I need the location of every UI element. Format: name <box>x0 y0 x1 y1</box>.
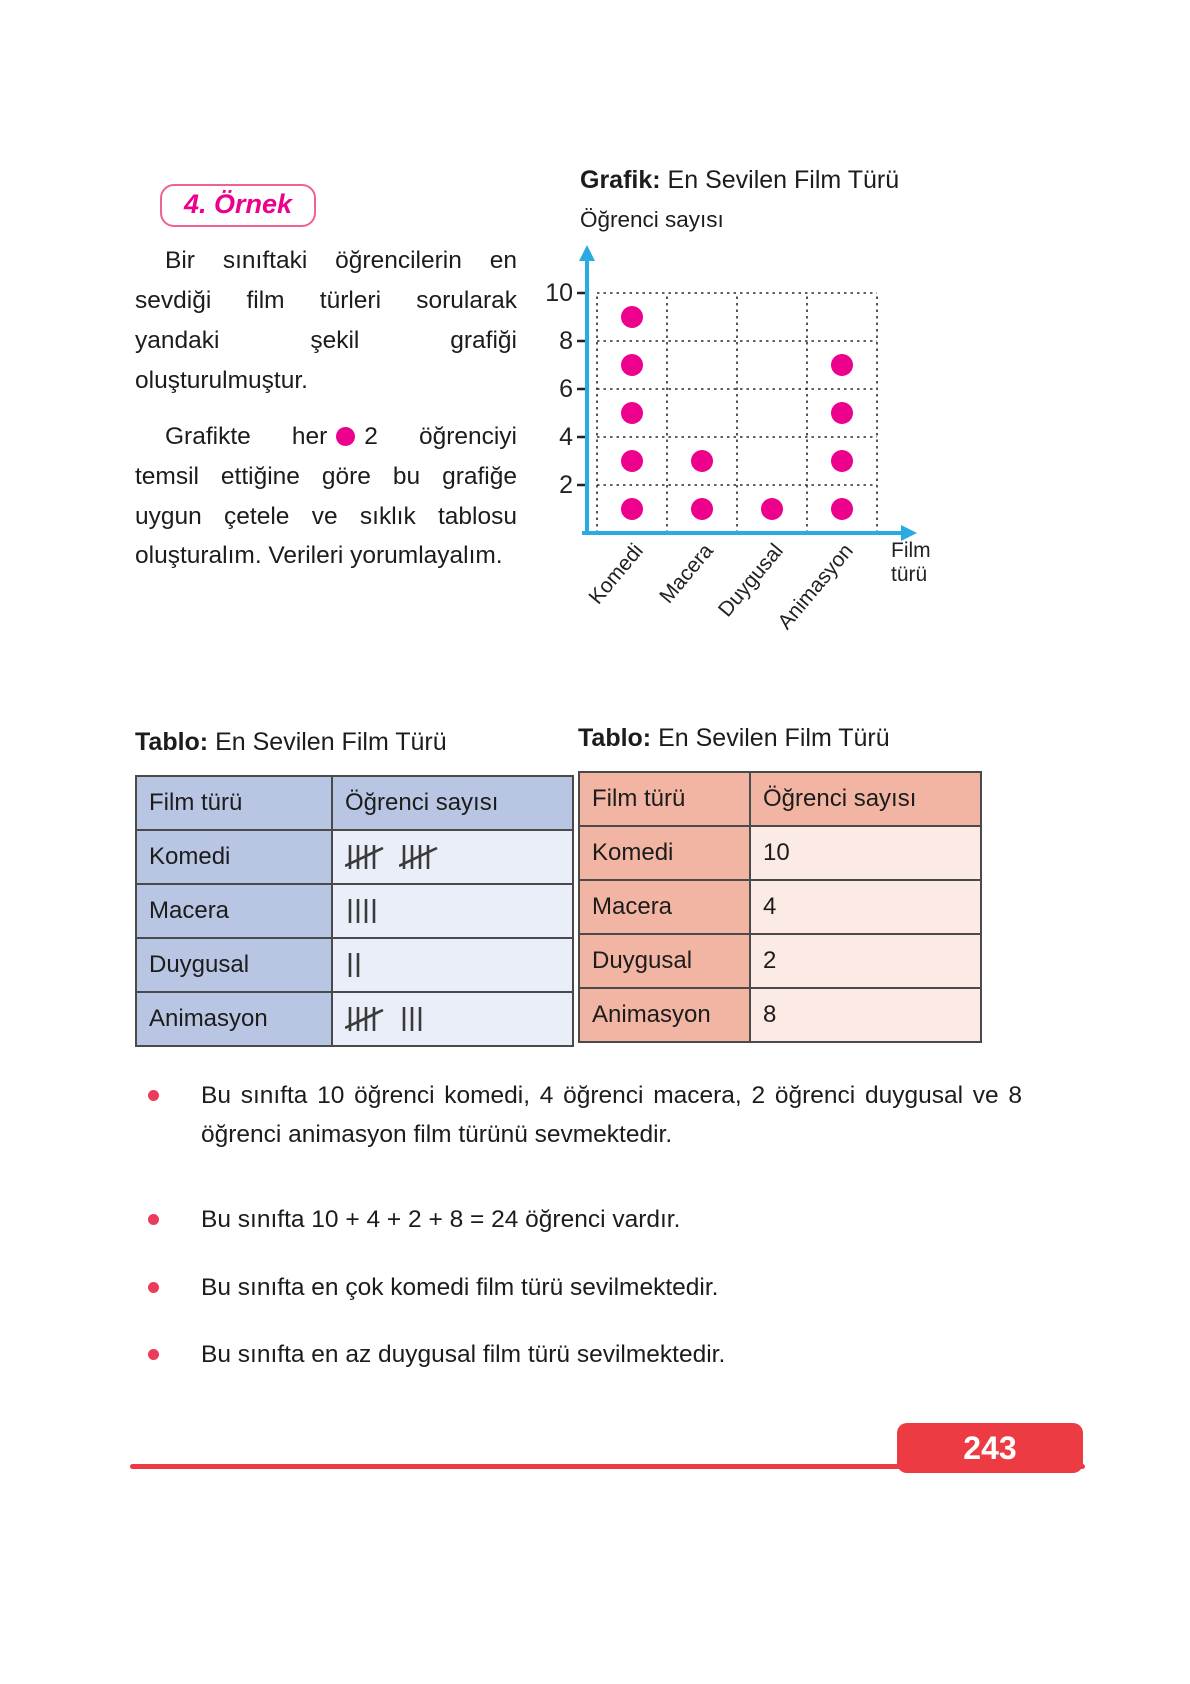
intro-paragraph-2-before: Grafikte her <box>165 422 328 450</box>
table-row <box>136 992 573 1046</box>
data-dot <box>831 498 853 520</box>
bullet-item <box>142 1335 1022 1374</box>
bullet-item <box>142 1268 1022 1307</box>
example-badge: 4. Örnek <box>160 184 316 227</box>
film-cell: Macera <box>579 880 750 934</box>
data-dot <box>621 402 643 424</box>
bullet-text: Bu sınıfta 10 + 4 + 2 + 8 = 24 öğrenci vardır. <box>201 1206 681 1234</box>
page-number-badge <box>897 1423 1083 1473</box>
film-cell: Duygusal <box>136 938 332 992</box>
column-header: Öğrenci sayısı <box>332 776 573 830</box>
table-row <box>579 880 981 934</box>
data-dot <box>621 450 643 472</box>
bullet-icon <box>148 1214 159 1225</box>
data-dot <box>831 354 853 376</box>
film-cell: Komedi <box>579 826 750 880</box>
svg-text:2: 2 <box>559 471 573 499</box>
category-label: Macera <box>655 539 718 608</box>
svg-text:8: 8 <box>559 327 573 355</box>
category-label: Komedi <box>584 539 648 609</box>
count-cell: 2 <box>750 934 981 988</box>
y-axis-label: Öğrenci sayısı <box>580 207 724 232</box>
data-dot <box>831 450 853 472</box>
bullet-icon <box>148 1349 159 1360</box>
tally-table-title-label: Tablo: <box>135 728 209 756</box>
svg-text:10: 10 <box>545 279 573 307</box>
table-header-row <box>579 772 981 826</box>
film-cell: Duygusal <box>579 934 750 988</box>
column-header: Film türü <box>136 776 332 830</box>
bullet-text: Bu sınıfta 10 öğrenci komedi, 4 öğrenci macera, 2 öğrenci duygusal ve 8 öğrenci animasyon film türünü sevmektedir. <box>201 1082 1022 1149</box>
bullet-icon <box>148 1090 159 1101</box>
pictograph-chart <box>535 233 965 637</box>
column-header: Öğrenci sayısı <box>750 772 981 826</box>
table-row <box>136 938 573 992</box>
intro-paragraph-2 <box>135 417 517 577</box>
frequency-table <box>578 771 982 1043</box>
tally-table <box>135 775 574 1047</box>
tally-cell <box>332 830 573 884</box>
table-row <box>579 934 981 988</box>
intro-paragraph-2-after: 2 öğrenciyi temsil ettiğine göre bu grafiğe uygun çetele ve sıklık tablosu oluşturalım. Verileri yorumlayalım. <box>135 422 517 570</box>
film-cell: Komedi <box>136 830 332 884</box>
bullet-item <box>142 1200 1022 1239</box>
bullet-list <box>142 1076 1022 1402</box>
intro-text-column <box>135 241 517 592</box>
data-dot <box>621 354 643 376</box>
count-cell: 8 <box>750 988 981 1042</box>
film-cell: Macera <box>136 884 332 938</box>
bullet-icon <box>148 1282 159 1293</box>
tally-table-block <box>135 728 574 1047</box>
frequency-table-block <box>578 724 982 1043</box>
film-cell: Animasyon <box>136 992 332 1046</box>
freq-table-title-text: En Sevilen Film Türü <box>658 724 890 752</box>
tally-mark-group <box>345 896 385 926</box>
table-row <box>579 826 981 880</box>
tally-table-title <box>135 728 574 757</box>
page-number: 243 <box>963 1429 1017 1466</box>
pictograph-block <box>535 166 1055 642</box>
freq-table-title <box>578 724 982 753</box>
data-dot <box>831 402 853 424</box>
category-label: Duygusal <box>713 539 788 622</box>
data-dot <box>621 306 643 328</box>
tally-mark-group <box>399 842 441 872</box>
tally-cell <box>332 884 573 938</box>
legend-dot-icon <box>336 427 355 446</box>
data-dot <box>621 498 643 520</box>
freq-table-title-label: Tablo: <box>578 724 652 752</box>
tally-table-title-text: En Sevilen Film Türü <box>215 728 447 756</box>
chart-title-text: En Sevilen Film Türü <box>667 166 900 194</box>
table-row <box>136 830 573 884</box>
data-dot <box>691 450 713 472</box>
count-cell: 10 <box>750 826 981 880</box>
tally-mark-group <box>345 1004 387 1034</box>
category-label: Animasyon <box>773 539 858 634</box>
bullet-text: Bu sınıfta en çok komedi film türü sevilmektedir. <box>201 1273 719 1301</box>
count-cell: 4 <box>750 880 981 934</box>
table-row <box>579 988 981 1042</box>
tally-mark-group <box>345 842 387 872</box>
column-header: Film türü <box>579 772 750 826</box>
chart-title-label: Grafik: <box>580 166 661 194</box>
intro-paragraph-1: Bir sınıftaki öğrencilerin en sevdiği film türleri sorularak yandaki şekil grafiği oluşturulmuştur. <box>135 247 517 394</box>
data-dot <box>761 498 783 520</box>
svg-text:6: 6 <box>559 375 573 403</box>
tally-mark-group <box>345 950 369 980</box>
tally-cell <box>332 992 573 1046</box>
data-dot <box>691 498 713 520</box>
bullet-text: Bu sınıfta en az duygusal film türü sevilmektedir. <box>201 1340 726 1368</box>
film-cell: Animasyon <box>579 988 750 1042</box>
svg-text:4: 4 <box>559 423 573 451</box>
tally-cell <box>332 938 573 992</box>
x-axis-label: Film türü <box>891 539 931 586</box>
tally-mark-group <box>399 1004 431 1034</box>
chart-title <box>580 166 1055 195</box>
table-header-row <box>136 776 573 830</box>
bullet-item <box>142 1076 1022 1154</box>
table-row <box>136 884 573 938</box>
